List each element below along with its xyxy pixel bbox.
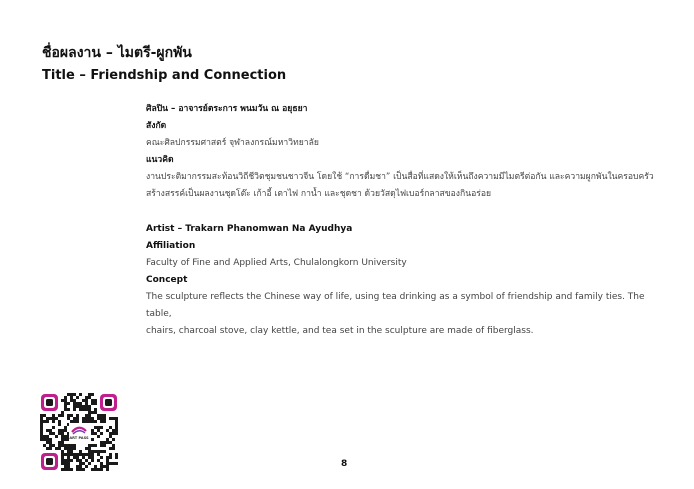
thai-artist: ศิลปิน – อาจารย์ตระการ พนมวัน ณ อยุธยา [146, 104, 308, 114]
qr-finder-top-right [100, 394, 117, 411]
english-affiliation: Faculty of Fine and Applied Arts, Chulalongkorn University [146, 258, 407, 268]
page-title-english: Title – Friendship and Connection [42, 68, 287, 83]
qr-code[interactable] [40, 393, 118, 471]
qr-center-logo [69, 423, 89, 441]
thai-concept-line-2: สร้างสรรค์เป็นผลงานชุดโต๊ะ เก้าอี้ เตาไฟ กาน้ำ และชุดชา ด้วยวัสดุไฟเบอร์กลาสของกินอร่อย [146, 189, 492, 199]
artwork-description [146, 101, 666, 340]
page-title-thai: ชื่อผลงาน – ไมตรี-ผูกพัน [42, 45, 192, 61]
qr-finder-top-left [41, 394, 58, 411]
english-concept-line-1: The sculpture reflects the Chinese way of life, using tea drinking as a symbol of friendship and family ties. The table, [146, 292, 645, 319]
qr-logo-text: ART PASS [69, 436, 89, 440]
thai-affiliation-label: สังกัด [146, 121, 167, 131]
thai-affiliation: คณะศิลปกรรมศาสตร์ จุฬาลงกรณ์มหาวิทยาลัย [146, 138, 319, 148]
qr-finder-bottom-left [41, 453, 58, 470]
english-concept-line-2: chairs, charcoal stove, clay kettle, and tea set in the sculpture are made of fiberglass. [146, 326, 534, 336]
thai-concept-label: แนวคิด [146, 155, 174, 165]
english-concept-label: Concept [146, 275, 188, 285]
english-affiliation-label: Affiliation [146, 241, 196, 251]
english-artist: Artist – Trakarn Phanomwan Na Ayudhya [146, 224, 353, 234]
thai-concept-line-1: งานประติมากรรมสะท้อนวิถีชีวิตชุมชนชาวจีน โดยใช้ “การดื่มชา” เป็นสื่อที่แสดงให้เห็นถึงความมีไมตรีต่อกัน และความผูกพันในครอบครัว [146, 172, 654, 182]
page-number: 8 [341, 459, 348, 469]
